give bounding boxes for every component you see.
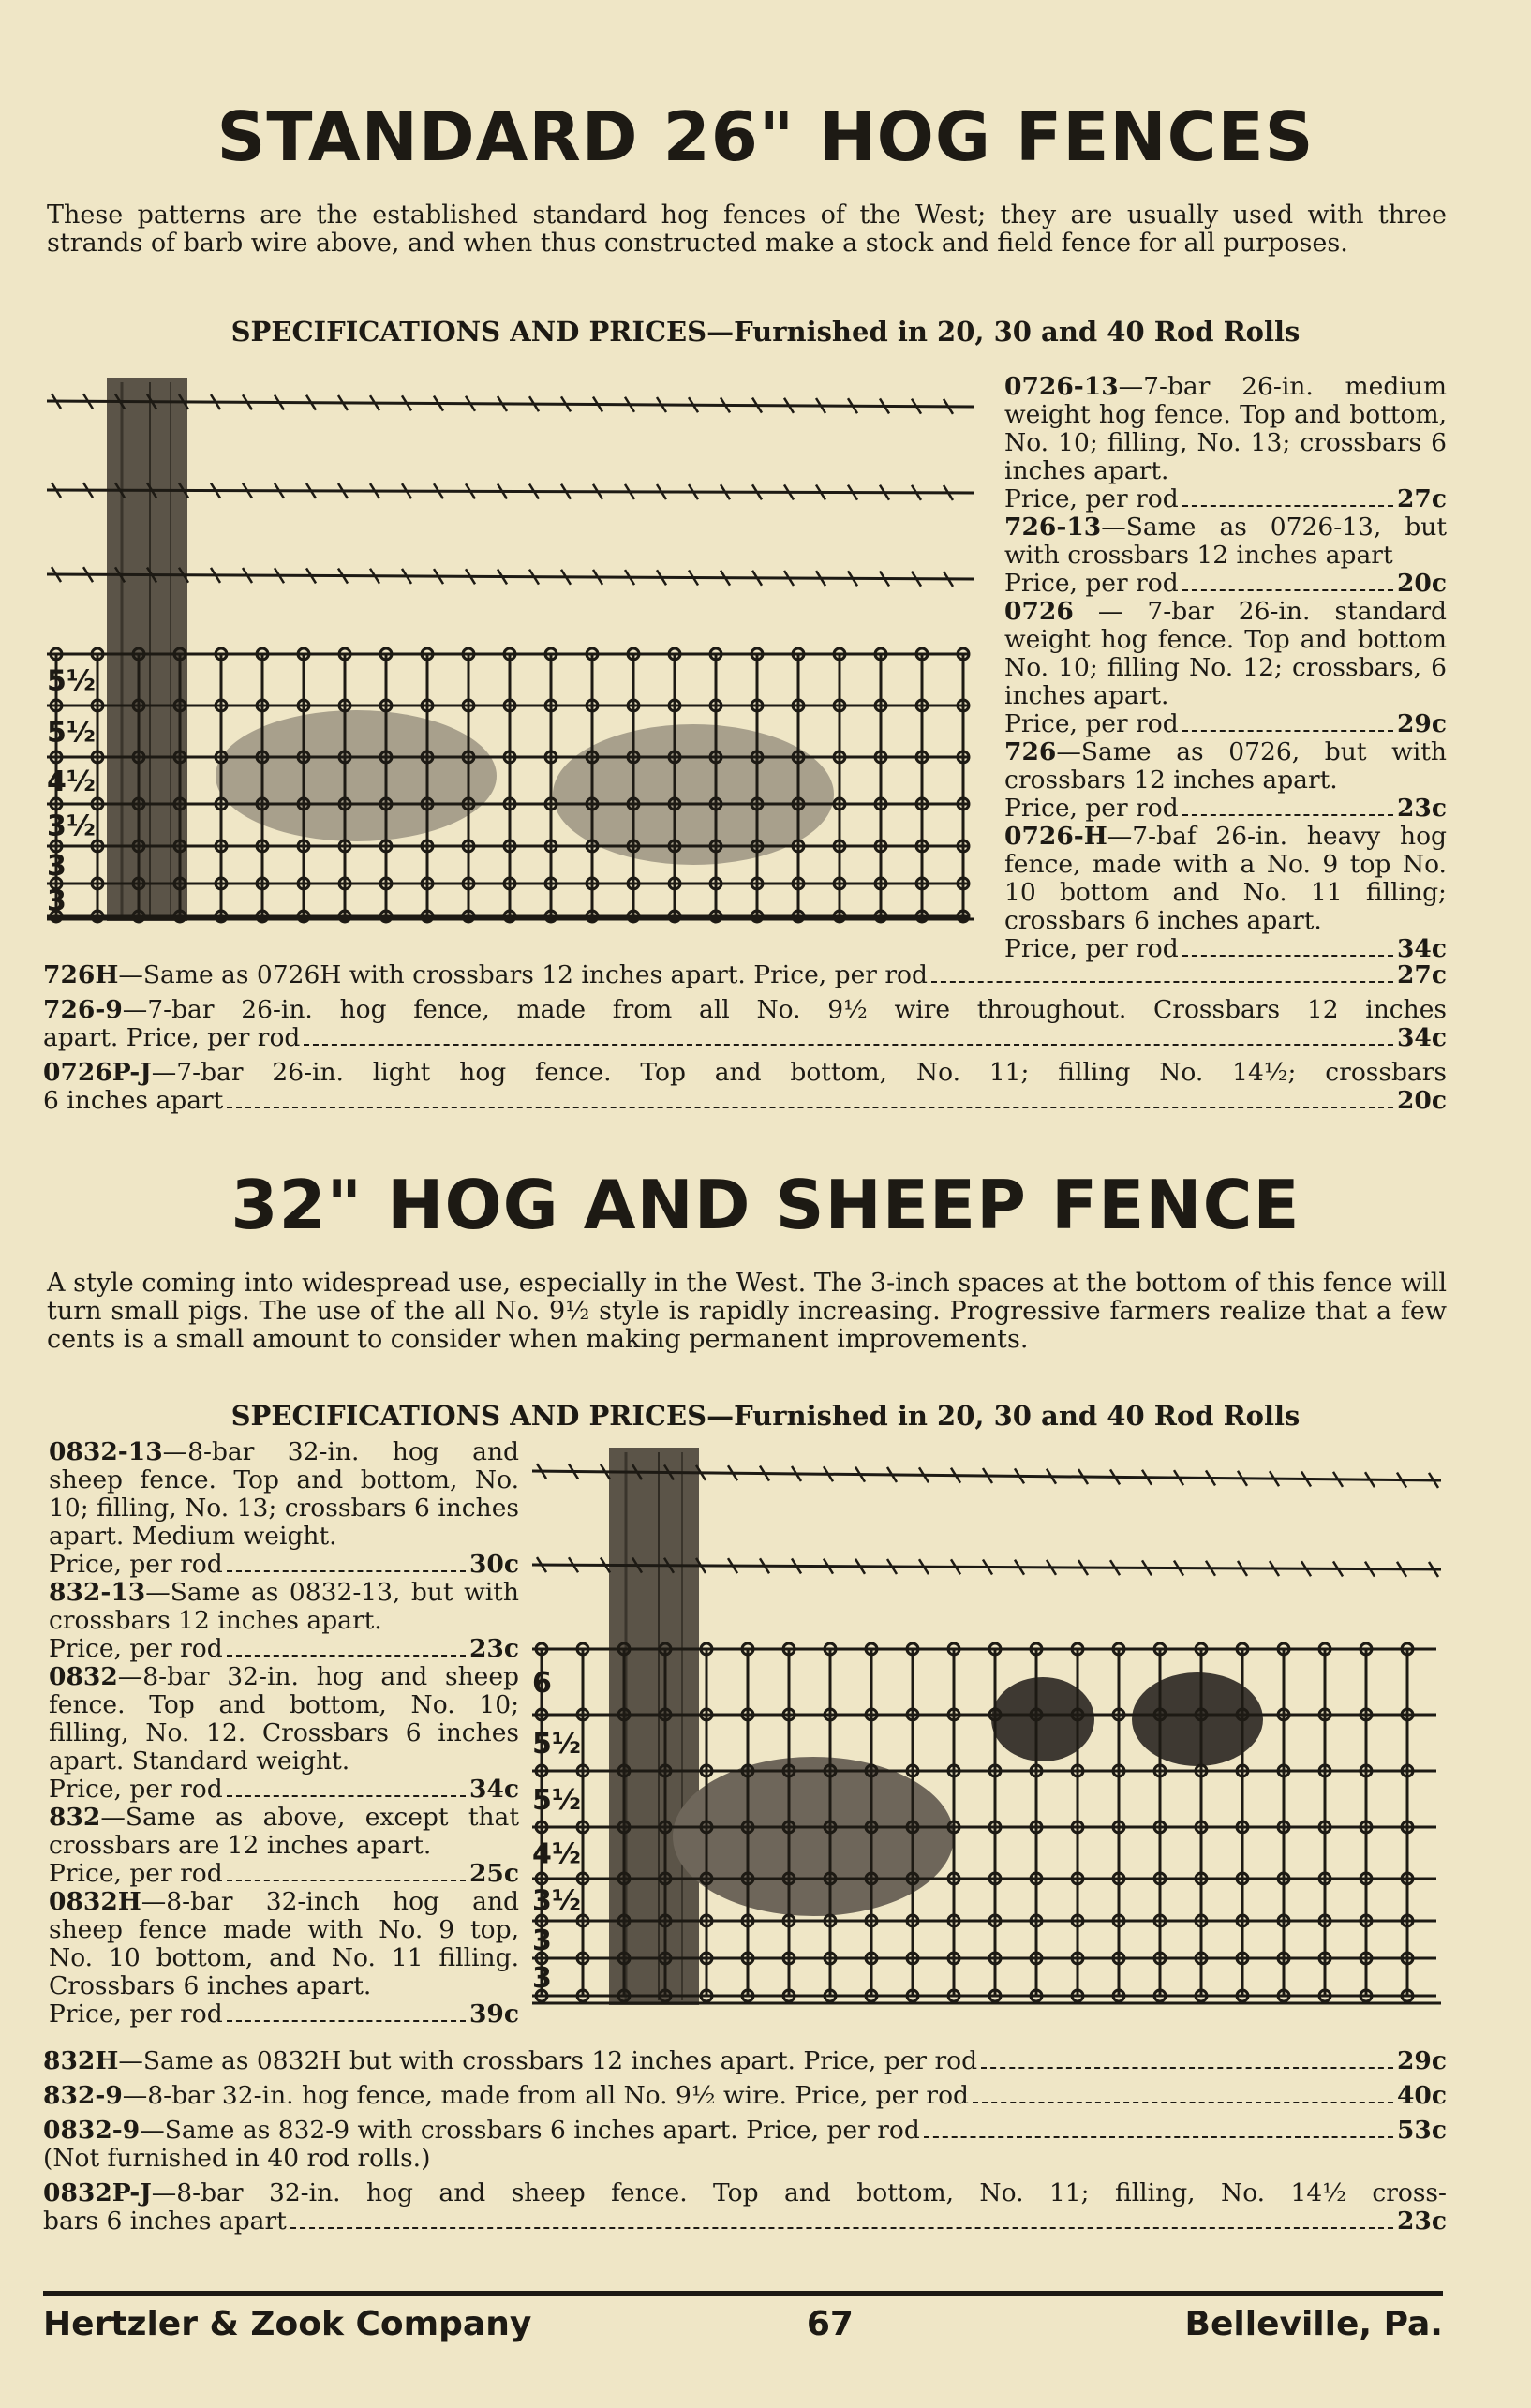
footer-company: Hertzler & Zook Company xyxy=(43,2305,532,2343)
price-value: 53c xyxy=(1396,2116,1447,2145)
section1-spec-heading: SPECIFICATIONS AND PRICES—Furnished in 20, 30 and 40 Rod Rolls xyxy=(230,316,1301,348)
item-description: —Same as 0726H with crossbars 12 inches apart. Price, per rod xyxy=(118,960,928,989)
item-description-continued: bars 6 inches apart xyxy=(43,2207,287,2236)
section1-wide-specs xyxy=(43,961,1447,1122)
item-description-continued: apart. Price, per rod xyxy=(43,1023,301,1052)
spacing-label: 4½ xyxy=(532,1837,581,1871)
price-value: 34c xyxy=(1396,934,1447,963)
price-value: 30c xyxy=(468,1550,519,1579)
section2-intro: A style coming into widespread use, especially in the West. The 3-inch spaces at the bottom of this fence will turn small pigs. The use of the all No. 9½ style is rapidly increasing. Progressive farmers realize that a few cents is a small amount to consider when making permanent improvements. xyxy=(47,1269,1447,1354)
item-note: (Not furnished in 40 rod rolls.) xyxy=(43,2144,431,2173)
page-footer xyxy=(43,2305,1443,2343)
spacing-label: 3 xyxy=(532,1925,552,1957)
item-code: 726H xyxy=(43,960,119,989)
item-description: —Same as 832-9 with crossbars 6 inches apart. Price, per rod xyxy=(140,2116,920,2145)
spec-item xyxy=(49,1804,519,1888)
spec-item xyxy=(1004,373,1447,513)
spec-item xyxy=(49,1663,519,1804)
price-label: Price, per rod xyxy=(49,1999,223,2029)
item-code: 832 xyxy=(49,1803,101,1832)
spacing-label: 3½ xyxy=(47,810,96,843)
footer-page-number: 67 xyxy=(806,2305,854,2343)
spec-item xyxy=(1004,823,1447,963)
spec-item xyxy=(1004,513,1447,598)
price-value: 20c xyxy=(1396,1086,1447,1115)
spec-item xyxy=(43,2047,1447,2075)
spacing-label: 6 xyxy=(532,1667,552,1700)
price-value: 40c xyxy=(1396,2081,1447,2110)
price-label: Price, per rod xyxy=(49,1775,223,1804)
price-value: 20c xyxy=(1396,569,1447,598)
price-label: Price, per rod xyxy=(49,1550,223,1579)
price-label: Price, per rod xyxy=(1004,569,1179,598)
section2-spec-heading: SPECIFICATIONS AND PRICES—Furnished in 20, 30 and 40 Rod Rolls xyxy=(230,1400,1301,1432)
item-code: 0726 xyxy=(1004,597,1074,626)
spec-item xyxy=(43,2179,1447,2236)
price-value: 39c xyxy=(468,1999,519,2029)
price-value: 23c xyxy=(1396,794,1447,823)
hog-sheep-fence-illustration xyxy=(532,1443,1441,2010)
spacing-label: 5½ xyxy=(47,664,96,698)
section1-title: STANDARD 26" HOG FENCES xyxy=(216,97,1315,176)
item-code: 0832P-J xyxy=(43,2178,152,2207)
item-description: —Same as above, except that crossbars are 12 inches apart. xyxy=(49,1803,519,1860)
price-label: Price, per rod xyxy=(1004,484,1179,513)
price-value: 25c xyxy=(468,1859,519,1888)
price-value: 29c xyxy=(1396,2046,1447,2075)
price-value: 27c xyxy=(1396,484,1447,513)
pig-silhouette xyxy=(216,710,497,841)
item-code: 0832-9 xyxy=(43,2116,141,2145)
item-description: —8-bar 32-inch hog and sheep fence made with No. 9 top, No. 10 bottom, and No. 11 filling. Crossbars 6 inches apart. xyxy=(49,1887,519,2000)
spacing-label: 5½ xyxy=(47,716,96,750)
spacing-label: 4½ xyxy=(47,766,96,798)
footer-rule xyxy=(43,2291,1443,2296)
item-description: —8-bar 32-in. hog and sheep fence. Top and bottom, No. 10; filling, No. 12. Crossbars 6 inches apart. Standard weight. xyxy=(49,1662,519,1776)
spacing-label: 3½ xyxy=(532,1884,581,1918)
price-label: Price, per rod xyxy=(49,1859,223,1888)
price-value: 23c xyxy=(468,1634,519,1663)
section1-side-specs xyxy=(1004,373,1447,963)
item-code: 832-13 xyxy=(49,1578,146,1607)
spec-item xyxy=(43,2117,1447,2173)
item-code: 832H xyxy=(43,2046,119,2075)
price-label: Price, per rod xyxy=(1004,934,1179,963)
item-description: —8-bar 32-in. hog and sheep fence. Top and bottom, No. 11; filling, No. 14½ cross- xyxy=(151,2178,1447,2207)
item-code: 726-9 xyxy=(43,995,123,1024)
footer-city: Belleville, Pa. xyxy=(1184,2305,1443,2343)
item-description-continued: 6 inches apart xyxy=(43,1086,224,1115)
item-description: —Same as 0832-13, but with crossbars 12 inches apart. xyxy=(49,1578,519,1635)
spec-item xyxy=(43,961,1447,989)
price-value: 23c xyxy=(1396,2207,1447,2236)
spacing-label: 5½ xyxy=(532,1728,581,1761)
section2-wide-specs xyxy=(43,2047,1447,2242)
item-code: 0726-H xyxy=(1004,822,1107,851)
section2-title: 32" HOG AND SHEEP FENCE xyxy=(230,1166,1301,1244)
item-code: 726-13 xyxy=(1004,513,1102,542)
item-description: —8-bar 32-in. hog fence, made from all No. 9½ wire. Price, per rod xyxy=(122,2081,970,2110)
price-value: 27c xyxy=(1396,960,1447,989)
item-code: 726 xyxy=(1004,737,1057,766)
spacing-label: 3 xyxy=(47,884,67,918)
item-description: —7-bar 26-in. light hog fence. Top and bottom, No. 11; filling No. 14½; crossbars xyxy=(151,1058,1447,1087)
spec-item xyxy=(49,1438,519,1579)
spec-item xyxy=(43,2082,1447,2110)
hog-fence-illustration xyxy=(47,373,974,926)
price-value: 34c xyxy=(468,1775,519,1804)
price-value: 34c xyxy=(1396,1023,1447,1052)
item-description: —Same as 0726-13, but with crossbars 12 inches apart xyxy=(1004,513,1447,570)
item-description: —Same as 0726, but with crossbars 12 inches apart. xyxy=(1004,737,1447,795)
item-description: —7-bar 26-in. hog fence, made from all No. 9½ wire throughout. Crossbars 12 inches xyxy=(122,995,1447,1024)
item-code: 0726-13 xyxy=(1004,372,1119,401)
spec-item xyxy=(49,1579,519,1663)
item-code: 0832 xyxy=(49,1662,118,1691)
item-code: 0832-13 xyxy=(49,1437,163,1466)
spec-item xyxy=(1004,738,1447,823)
item-description: —Same as 0832H but with crossbars 12 inches apart. Price, per rod xyxy=(118,2046,978,2075)
item-code: 0726P-J xyxy=(43,1058,152,1087)
item-code: 832-9 xyxy=(43,2081,123,2110)
item-description: —8-bar 32-in. hog and sheep fence. Top and bottom, No. 10; filling, No. 13; crossbars 6 inches apart. Medium weight. xyxy=(49,1437,519,1551)
item-description: —7-baf 26-in. heavy hog fence, made with a No. 9 top No. 10 bottom and No. 11 filling; crossbars 6 inches apart. xyxy=(1004,822,1447,935)
section1-intro: These patterns are the established standard hog fences of the West; they are usually used with three strands of barb wire above, and when thus constructed make a stock and field fence for all purposes. xyxy=(47,201,1447,258)
spec-item xyxy=(43,1059,1447,1115)
price-value: 29c xyxy=(1396,709,1447,738)
spacing-label: 3 xyxy=(47,850,67,883)
spec-item xyxy=(49,1888,519,2029)
spacing-label: 3 xyxy=(532,1962,552,1995)
spec-item xyxy=(1004,598,1447,738)
item-description: — 7-bar 26-in. standard weight hog fence. Top and bottom No. 10; filling No. 12; crossbars, 6 inches apart. xyxy=(1004,597,1447,710)
item-description: —7-bar 26-in. medium weight hog fence. Top and bottom, No. 10; filling, No. 13; crossbars 6 inches apart. xyxy=(1004,372,1447,485)
spacing-label: 5½ xyxy=(532,1784,581,1817)
spec-item xyxy=(43,996,1447,1052)
price-label: Price, per rod xyxy=(1004,709,1179,738)
price-label: Price, per rod xyxy=(1004,794,1179,823)
section2-side-specs xyxy=(49,1438,519,2029)
item-code: 0832H xyxy=(49,1887,141,1916)
price-label: Price, per rod xyxy=(49,1634,223,1663)
